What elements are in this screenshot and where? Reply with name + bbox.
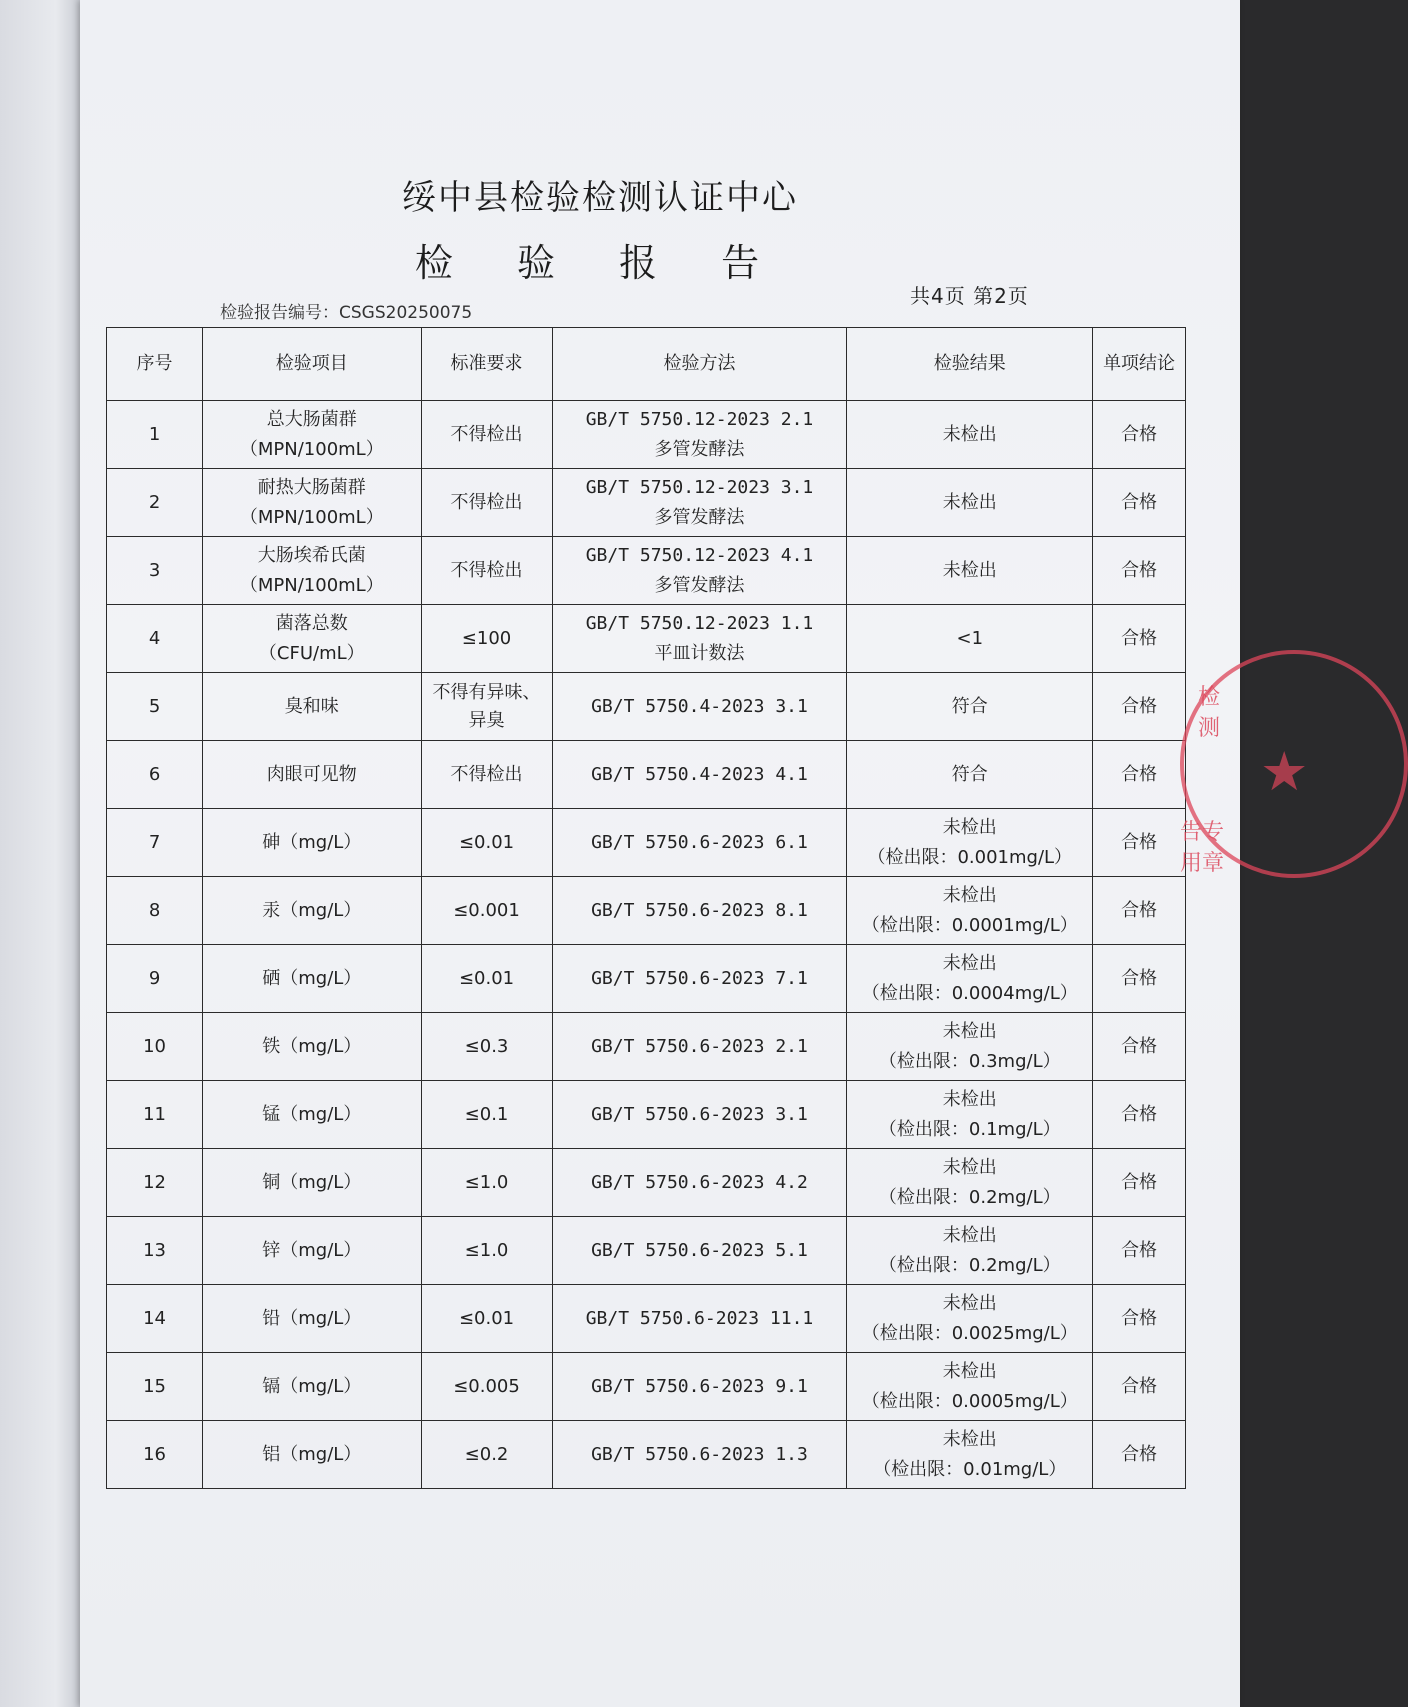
cell-standard	[421, 809, 552, 877]
cell-method	[552, 741, 847, 809]
report-number: 检验报告编号：CSGS20250075	[220, 303, 473, 323]
cell-item-item: 铅（mg/L）	[262, 1307, 362, 1329]
cell-method	[552, 1081, 847, 1149]
cell-conclusion	[1093, 1285, 1186, 1353]
cell-conclusion	[1093, 537, 1186, 605]
cell-standard	[421, 945, 552, 1013]
cell-result-result: 未检出	[942, 1428, 997, 1450]
cell-method-method2: 多管发酵法	[654, 506, 745, 528]
cell-no-no: 16	[143, 1443, 166, 1465]
table-row	[107, 741, 1186, 809]
cell-no-no: 3	[148, 559, 161, 581]
cell-method-method: GB/T 5750.6-2023 3.1	[591, 1103, 808, 1125]
cell-result-limit: （检出限：0.2mg/L）	[878, 1186, 1061, 1208]
cell-item	[203, 537, 421, 605]
cell-result-result: 未检出	[942, 816, 997, 838]
cell-item-unit: （MPN/100mL）	[239, 438, 384, 460]
cell-conclusion-concl: 合格	[1121, 967, 1158, 989]
cell-result	[847, 1285, 1093, 1353]
cell-standard	[421, 1217, 552, 1285]
cell-standard-std: ≤0.2	[464, 1443, 509, 1465]
page-info: 共4页 第2页	[910, 284, 1029, 308]
cell-result	[847, 1217, 1093, 1285]
cell-result-result: 未检出	[942, 1292, 997, 1314]
cell-result	[847, 537, 1093, 605]
cell-item	[203, 741, 421, 809]
cell-result-result: 未检出	[942, 559, 997, 581]
cell-standard-std: ≤0.01	[458, 1307, 515, 1329]
cell-result	[847, 945, 1093, 1013]
col-header-standard: 标准要求	[421, 328, 552, 401]
table-row	[107, 945, 1186, 1013]
cell-item-unit: （MPN/100mL）	[239, 506, 384, 528]
table-header	[107, 328, 1186, 401]
cell-result-result: <1	[956, 627, 984, 649]
cell-method-method: GB/T 5750.6-2023 8.1	[591, 899, 808, 921]
cell-conclusion-concl: 合格	[1121, 559, 1158, 581]
cell-result	[847, 809, 1093, 877]
cell-no-no: 1	[148, 423, 161, 445]
table-row	[107, 1353, 1186, 1421]
cell-result-result: 未检出	[942, 1224, 997, 1246]
background-left-page	[0, 0, 80, 1707]
cell-conclusion-concl: 合格	[1121, 1375, 1158, 1397]
cell-conclusion	[1093, 877, 1186, 945]
cell-standard-std: 不得有异味、异臭	[432, 681, 541, 731]
cell-conclusion-concl: 合格	[1121, 1443, 1158, 1465]
cell-no-no: 6	[148, 763, 161, 785]
cell-no	[107, 401, 203, 469]
cell-standard-std: ≤0.001	[453, 899, 520, 921]
table-row	[107, 809, 1186, 877]
table-row	[107, 1013, 1186, 1081]
col-header-method: 检验方法	[552, 328, 847, 401]
cell-item-unit: （CFU/mL）	[258, 642, 365, 664]
org-name: 绥中县检验检测认证中心	[402, 178, 798, 218]
cell-conclusion-concl: 合格	[1121, 831, 1158, 853]
cell-item-item: 汞（mg/L）	[262, 899, 362, 921]
table-row	[107, 605, 1186, 673]
cell-standard-std: 不得检出	[450, 491, 523, 513]
cell-method	[552, 401, 847, 469]
cell-item	[203, 1285, 421, 1353]
cell-conclusion	[1093, 1081, 1186, 1149]
cell-conclusion-concl: 合格	[1121, 627, 1158, 649]
table-row	[107, 877, 1186, 945]
cell-method-method: GB/T 5750.12-2023 2.1	[585, 408, 814, 430]
cell-conclusion	[1093, 1421, 1186, 1489]
cell-method-method: GB/T 5750.6-2023 4.2	[591, 1171, 808, 1193]
cell-standard-std: ≤100	[461, 627, 512, 649]
cell-item-item: 铜（mg/L）	[262, 1171, 362, 1193]
cell-item	[203, 809, 421, 877]
table-row	[107, 673, 1186, 741]
cell-method	[552, 1217, 847, 1285]
cell-item	[203, 673, 421, 741]
cell-result	[847, 1013, 1093, 1081]
cell-method	[552, 1353, 847, 1421]
cell-conclusion-concl: 合格	[1121, 1035, 1158, 1057]
cell-item-item: 锌（mg/L）	[262, 1239, 362, 1261]
cell-no-no: 14	[143, 1307, 166, 1329]
cell-item	[203, 1353, 421, 1421]
cell-no	[107, 877, 203, 945]
cell-conclusion	[1093, 945, 1186, 1013]
cell-method	[552, 945, 847, 1013]
cell-standard	[421, 605, 552, 673]
cell-result-result: 未检出	[942, 952, 997, 974]
cell-standard-std: ≤0.1	[464, 1103, 509, 1125]
document-page	[80, 0, 1309, 1707]
cell-result-result: 符合	[951, 695, 988, 717]
cell-result-result: 符合	[951, 763, 988, 785]
cell-item-item: 砷（mg/L）	[262, 831, 362, 853]
cell-no-no: 4	[148, 627, 161, 649]
result-table	[106, 327, 1186, 1489]
cell-conclusion-concl: 合格	[1121, 423, 1158, 445]
cell-standard-std: ≤0.01	[458, 831, 515, 853]
cell-standard-std: ≤0.01	[458, 967, 515, 989]
cell-method-method: GB/T 5750.6-2023 2.1	[591, 1035, 808, 1057]
cell-standard	[421, 1285, 552, 1353]
cell-result	[847, 1421, 1093, 1489]
table-row	[107, 1217, 1186, 1285]
col-header-result: 检验结果	[847, 328, 1093, 401]
cell-method	[552, 469, 847, 537]
table-row	[107, 1081, 1186, 1149]
table-row	[107, 401, 1186, 469]
cell-conclusion-concl: 合格	[1121, 695, 1158, 717]
cell-no-no: 11	[143, 1103, 166, 1125]
cell-conclusion	[1093, 809, 1186, 877]
cell-method-method: GB/T 5750.6-2023 11.1	[585, 1307, 814, 1329]
table-row	[107, 1285, 1186, 1353]
cell-no-no: 7	[148, 831, 161, 853]
cell-standard-std: 不得检出	[450, 423, 523, 445]
cell-method	[552, 1421, 847, 1489]
cell-item	[203, 945, 421, 1013]
cell-no-no: 8	[148, 899, 161, 921]
cell-standard	[421, 1149, 552, 1217]
cell-result	[847, 1149, 1093, 1217]
cell-item	[203, 401, 421, 469]
cell-method	[552, 673, 847, 741]
cell-standard	[421, 1081, 552, 1149]
cell-method-method: GB/T 5750.12-2023 3.1	[585, 476, 814, 498]
cell-result-limit: （检出限：0.01mg/L）	[873, 1458, 1067, 1480]
cell-method-method: GB/T 5750.6-2023 5.1	[591, 1239, 808, 1261]
cell-result-result: 未检出	[942, 1088, 997, 1110]
cell-method-method: GB/T 5750.4-2023 3.1	[591, 695, 808, 717]
cell-standard-std: 不得检出	[450, 559, 523, 581]
cell-standard-std: ≤0.005	[453, 1375, 520, 1397]
cell-no	[107, 673, 203, 741]
cell-result-limit: （检出限：0.1mg/L）	[878, 1118, 1061, 1140]
cell-item	[203, 469, 421, 537]
cell-no	[107, 809, 203, 877]
cell-method	[552, 809, 847, 877]
cell-result-result: 未检出	[942, 884, 997, 906]
cell-no	[107, 537, 203, 605]
cell-no-no: 12	[143, 1171, 166, 1193]
cell-item-item: 铝（mg/L）	[262, 1443, 362, 1465]
cell-method	[552, 605, 847, 673]
cell-method-method2: 多管发酵法	[654, 574, 745, 596]
cell-standard	[421, 537, 552, 605]
cell-no	[107, 741, 203, 809]
cell-standard	[421, 1353, 552, 1421]
cell-result	[847, 741, 1093, 809]
cell-result-limit: （检出限：0.0001mg/L）	[861, 914, 1078, 936]
cell-no-no: 9	[148, 967, 161, 989]
cell-conclusion-concl: 合格	[1121, 491, 1158, 513]
col-header-item: 检验项目	[203, 328, 421, 401]
cell-method-method2: 平皿计数法	[654, 642, 745, 664]
cell-standard	[421, 469, 552, 537]
cell-conclusion-concl: 合格	[1121, 763, 1158, 785]
cell-no-no: 15	[143, 1375, 166, 1397]
cell-conclusion	[1093, 1149, 1186, 1217]
cell-no-no: 10	[143, 1035, 166, 1057]
cell-method	[552, 537, 847, 605]
cell-item	[203, 1149, 421, 1217]
cell-conclusion	[1093, 469, 1186, 537]
cell-result-result: 未检出	[942, 491, 997, 513]
cell-result-result: 未检出	[942, 423, 997, 445]
cell-result	[847, 1081, 1093, 1149]
table-row	[107, 1149, 1186, 1217]
cell-method-method2: 多管发酵法	[654, 438, 745, 460]
cell-result-result: 未检出	[942, 1360, 997, 1382]
cell-method-method: GB/T 5750.12-2023 1.1	[585, 612, 814, 634]
cell-no	[107, 1421, 203, 1489]
cell-result-limit: （检出限：0.2mg/L）	[878, 1254, 1061, 1276]
cell-item-item: 耐热大肠菌群	[257, 476, 366, 498]
col-header-conclusion: 单项结论	[1093, 328, 1186, 401]
cell-item-item: 臭和味	[284, 695, 339, 717]
cell-conclusion	[1093, 741, 1186, 809]
table-row	[107, 469, 1186, 537]
cell-result-limit: （检出限：0.3mg/L）	[878, 1050, 1061, 1072]
cell-standard	[421, 673, 552, 741]
cell-standard	[421, 1421, 552, 1489]
col-header-no: 序号	[107, 328, 203, 401]
cell-result	[847, 1353, 1093, 1421]
cell-item-item: 大肠埃希氏菌	[257, 544, 366, 566]
cell-item	[203, 1081, 421, 1149]
cell-result-limit: （检出限：0.001mg/L）	[867, 846, 1073, 868]
cell-conclusion	[1093, 605, 1186, 673]
cell-method-method: GB/T 5750.4-2023 4.1	[591, 763, 808, 785]
seal-star-icon: ★	[1260, 740, 1309, 803]
cell-standard-std: 不得检出	[450, 763, 523, 785]
cell-conclusion	[1093, 1353, 1186, 1421]
cell-standard	[421, 741, 552, 809]
cell-item-item: 硒（mg/L）	[262, 967, 362, 989]
cell-result	[847, 673, 1093, 741]
cell-method-method: GB/T 5750.6-2023 9.1	[591, 1375, 808, 1397]
cell-item-item: 总大肠菌群	[266, 408, 357, 430]
doc-title: 检 验 报 告	[414, 241, 786, 285]
cell-standard	[421, 877, 552, 945]
cell-method	[552, 1013, 847, 1081]
cell-method	[552, 1285, 847, 1353]
table-row	[107, 537, 1186, 605]
cell-item	[203, 1217, 421, 1285]
cell-conclusion	[1093, 673, 1186, 741]
cell-item	[203, 1013, 421, 1081]
cell-no	[107, 1285, 203, 1353]
cell-item	[203, 877, 421, 945]
cell-standard-std: ≤1.0	[464, 1239, 509, 1261]
cell-standard-std: ≤0.3	[464, 1035, 509, 1057]
cell-item-item: 菌落总数	[275, 612, 348, 634]
cell-item-item: 锰（mg/L）	[262, 1103, 362, 1125]
cell-conclusion-concl: 合格	[1121, 1239, 1158, 1261]
cell-item	[203, 1421, 421, 1489]
cell-no-no: 13	[143, 1239, 166, 1261]
cell-no	[107, 1353, 203, 1421]
cell-conclusion-concl: 合格	[1121, 1103, 1158, 1125]
cell-no	[107, 1013, 203, 1081]
cell-item-item: 铁（mg/L）	[262, 1035, 362, 1057]
cell-item	[203, 605, 421, 673]
cell-item-unit: （MPN/100mL）	[239, 574, 384, 596]
cell-method-method: GB/T 5750.6-2023 1.3	[591, 1443, 808, 1465]
cell-no	[107, 945, 203, 1013]
cell-standard	[421, 1013, 552, 1081]
cell-conclusion-concl: 合格	[1121, 1307, 1158, 1329]
cell-conclusion	[1093, 1013, 1186, 1081]
cell-result	[847, 877, 1093, 945]
cell-standard-std: ≤1.0	[464, 1171, 509, 1193]
cell-conclusion-concl: 合格	[1121, 899, 1158, 921]
cell-result-limit: （检出限：0.0025mg/L）	[861, 1322, 1078, 1344]
cell-standard	[421, 401, 552, 469]
cell-no-no: 2	[148, 491, 161, 513]
cell-method-method: GB/T 5750.6-2023 6.1	[591, 831, 808, 853]
cell-conclusion	[1093, 401, 1186, 469]
cell-result	[847, 469, 1093, 537]
cell-no	[107, 1149, 203, 1217]
seal-text-bottom: 告专用章	[1180, 820, 1225, 876]
cell-no	[107, 1217, 203, 1285]
cell-no	[107, 1081, 203, 1149]
seal-text-top: 检测	[1198, 685, 1221, 741]
cell-method-method: GB/T 5750.6-2023 7.1	[591, 967, 808, 989]
cell-no	[107, 605, 203, 673]
cell-result-result: 未检出	[942, 1156, 997, 1178]
table-row	[107, 1421, 1186, 1489]
cell-result-limit: （检出限：0.0004mg/L）	[861, 982, 1078, 1004]
cell-result	[847, 605, 1093, 673]
cell-result-result: 未检出	[942, 1020, 997, 1042]
cell-item-item: 肉眼可见物	[266, 763, 357, 785]
cell-no	[107, 469, 203, 537]
cell-method	[552, 877, 847, 945]
cell-conclusion-concl: 合格	[1121, 1171, 1158, 1193]
cell-no-no: 5	[148, 695, 161, 717]
cell-item-item: 镉（mg/L）	[262, 1375, 362, 1397]
cell-method-method: GB/T 5750.12-2023 4.1	[585, 544, 814, 566]
cell-result	[847, 401, 1093, 469]
cell-conclusion	[1093, 1217, 1186, 1285]
cell-result-limit: （检出限：0.0005mg/L）	[861, 1390, 1078, 1412]
cell-method	[552, 1149, 847, 1217]
